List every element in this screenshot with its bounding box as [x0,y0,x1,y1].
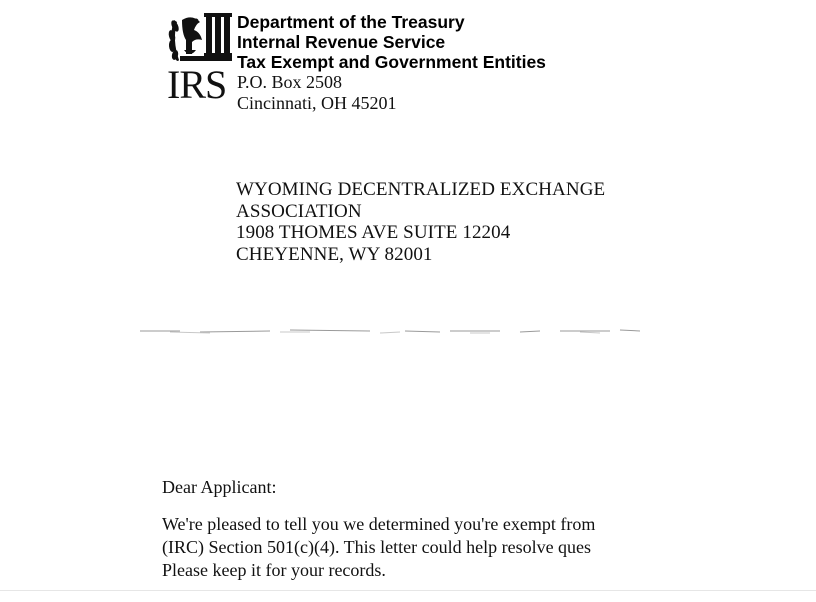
body-line: Please keep it for your records. [162,560,386,580]
recipient-address [236,179,605,265]
agency-header [237,12,546,72]
body-line: We're pleased to tell you we determined you're exempt from [162,514,596,534]
page-edge [0,590,816,591]
recipient-line: 1908 THOMES AVE SUITE 12204 [236,222,511,243]
recipient-line: WYOMING DECENTRALIZED EXCHANGE [236,179,606,200]
body-line: (IRC) Section 501(c)(4). This letter could help resolve ques [162,537,592,557]
agency-address-line: Cincinnati, OH 45201 [237,93,397,113]
agency-line: Internal Revenue Service [237,32,446,52]
letter-body [162,476,636,582]
irs-logo-text: IRS [167,62,227,102]
salutation: Dear Applicant: [162,477,277,497]
irs-logo [166,10,236,102]
recipient-line: ASSOCIATION [236,200,362,222]
agency-line: Department of the Treasury [237,12,465,32]
irs-eagle-icon [166,10,236,102]
scan-fold-line [140,326,640,336]
recipient-line: CHEYENNE, WY 82001 [236,243,433,265]
agency-line: Tax Exempt and Government Entities [237,52,546,72]
agency-address-line: P.O. Box 2508 [237,72,343,92]
agency-address [237,72,397,114]
